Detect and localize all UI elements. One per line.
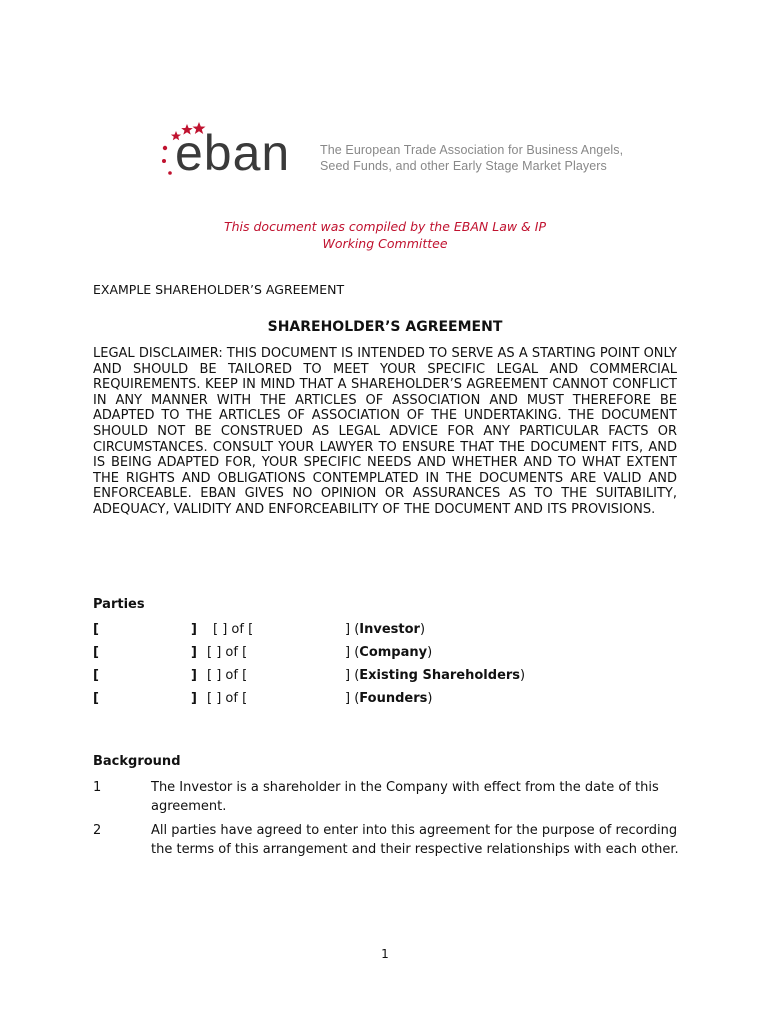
party-role-name: Founders — [359, 691, 428, 706]
eban-logo — [158, 118, 628, 188]
party-row — [93, 622, 693, 642]
party-role: ] (Company) — [345, 645, 433, 660]
logo-tagline-line2: Seed Funds, and other Early Stage Market Players — [320, 159, 607, 173]
party-of-text: [ ] of [ — [207, 668, 248, 683]
page-number: 1 — [381, 947, 389, 961]
background-item-text: The Investor is a shareholder in the Company with effect from the date of this agreement. — [151, 780, 659, 814]
background-heading: Background — [93, 754, 181, 769]
party-role: ] (Existing Shareholders) — [345, 668, 526, 683]
logo-tagline — [320, 142, 623, 174]
example-heading: EXAMPLE SHAREHOLDER’S AGREEMENT — [93, 282, 345, 297]
party-close-bracket: ] — [191, 668, 197, 683]
compiled-line-2: Working Committee — [322, 236, 448, 251]
party-row — [93, 691, 693, 711]
party-role: ] (Founders) — [345, 691, 433, 706]
compiled-by-note — [0, 218, 770, 252]
party-role-name: Existing Shareholders — [359, 668, 521, 683]
party-role-name: Investor — [359, 622, 420, 637]
party-close-bracket: ] — [191, 645, 197, 660]
document-title: SHAREHOLDER’S AGREEMENT — [267, 319, 503, 335]
compiled-line-1: This document was compiled by the EBAN Law & IP — [223, 219, 546, 234]
party-open-bracket: [ — [93, 668, 99, 683]
parties-heading: Parties — [93, 597, 145, 612]
logo-wordmark: eban — [175, 125, 291, 181]
party-close-bracket: ] — [191, 691, 197, 706]
party-of-text: [ ] of [ — [213, 622, 254, 637]
background-item-text: All parties have agreed to enter into this agreement for the purpose of recording the terms of this arrangement and their respective relationships with each other. — [151, 823, 679, 857]
logo-tagline-line1: The European Trade Association for Business Angels, — [320, 143, 624, 157]
background-item-number: 2 — [93, 823, 102, 838]
party-role-name: Company — [359, 645, 428, 660]
background-item-number: 1 — [93, 780, 102, 795]
party-of-text: [ ] of [ — [207, 691, 248, 706]
party-open-bracket: [ — [93, 691, 99, 706]
party-row — [93, 668, 693, 688]
legal-disclaimer: LEGAL DISCLAIMER: THIS DOCUMENT IS INTENDED TO SERVE AS A STARTING POINT ONLY AND SHOULD BE TAILORED TO MEET YOUR SPECIFIC LEGAL AND COMMERCIAL REQUIREMENTS. KEEP IN MIND THAT A SHAREHOLDER’S AGREEMENT CANNOT CONFLICT IN ANY MANNER WITH THE ARTICLES OF ASSOCIATION AND MUST THEREFORE BE ADAPTED TO THE ARTICLES OF ASSOCIATION OF THE UNDERTAKING. THE DOCUMENT SHOULD NOT BE CONSTRUED AS LEGAL ADVICE FOR ANY PARTICULAR FACTS OR CIRCUMSTANCES. CONSULT YOUR LAWYER TO ENSURE THAT THE DOCUMENT FITS, AND IS BEING ADAPTED FOR, YOUR SPECIFIC NEEDS AND WHETHER AND TO WHAT EXTENT THE RIGHTS AND OBLIGATIONS CONTEMPLATED IN THE DOCUMENTS ARE VALID AND ENFORCEABLE. EBAN GIVES NO OPINION OR ASSURANCES AS TO THE SUITABILITY, ADEQUACY, VALIDITY AND ENFORCEABILITY OF THE DOCUMENT AND ITS PROVISIONS. — [93, 346, 677, 517]
party-role: ] (Investor) — [345, 622, 426, 637]
party-of-text: [ ] of [ — [207, 645, 248, 660]
party-close-bracket: ] — [191, 622, 197, 637]
party-open-bracket: [ — [93, 645, 99, 660]
party-open-bracket: [ — [93, 622, 99, 637]
party-row — [93, 645, 693, 665]
